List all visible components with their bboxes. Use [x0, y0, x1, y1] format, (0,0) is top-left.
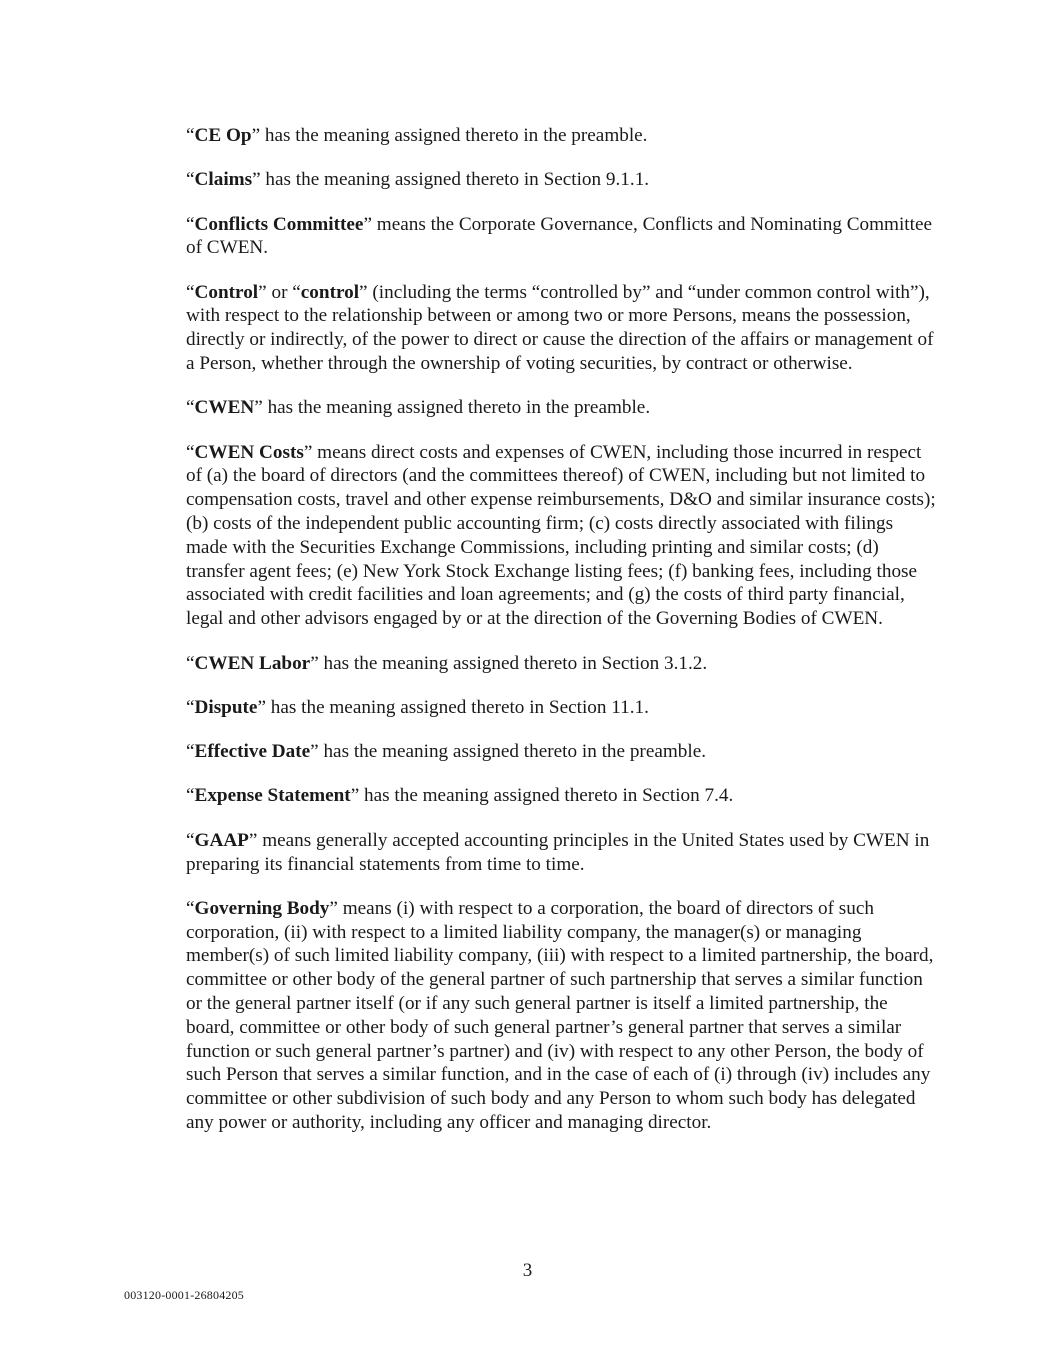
definition-text: has the meaning assigned thereto in Section 9.1.1.: [260, 169, 650, 191]
definition-effective-date: “Effective Date” has the meaning assigned thereto in the preamble.: [186, 741, 707, 763]
definition-cwen-costs: “CWEN Costs” means direct costs and expenses of CWEN, including those incurred in respect of (a) the board of directors (and the committees thereof) of CWEN, including but not limited to compensation costs, travel and other expense reimbursements, D&O and similar insurance costs); (b) costs of the independent public accounting firm; (c) costs directly associated with filings made with the Securities Exchange Commissions, including printing and similar costs; (d) transfer agent fees; (e) New York Stock Exchange listing fees; (f) banking fees, including those associated with credit facilities and loan agreements; and (g) the costs of third party financial, legal and other advisors engaged by or at the direction of the Governing Bodies of CWEN.: [186, 441, 936, 630]
definition-text: means generally accepted accounting principles in the United States used by CWEN in preparing its financial statements from time to time.: [186, 829, 930, 875]
definition-cwen-labor: “CWEN Labor” has the meaning assigned thereto in Section 3.1.2.: [186, 652, 708, 674]
definition-text: means the Corporate Governance, Conflicts and Nominating Committee of CWEN.: [186, 213, 932, 259]
defined-term: Dispute: [194, 696, 258, 718]
defined-term: Governing Body: [194, 897, 330, 919]
definitions-section: [186, 124, 938, 1155]
defined-term: Conflicts Committee: [194, 213, 364, 235]
definition-cwen: “CWEN” has the meaning assigned thereto in the preamble.: [186, 397, 651, 419]
defined-term: GAAP: [194, 829, 249, 851]
definition-control: “Control” or “control” (including the terms “controlled by” and “under common control with”), with respect to the relationship between or among two or more Persons, means the possession, directly or indirectly, of the power to direct or cause the direction of the affairs or management of a Person, whether through the ownership of voting securities, by contract or otherwise.: [186, 281, 934, 375]
defined-term: Expense Statement: [194, 785, 351, 807]
defined-term-alt: control: [300, 281, 360, 303]
definition-text: has the meaning assigned thereto in the preamble.: [318, 741, 707, 763]
definition-conflicts-committee: “Conflicts Committee” means the Corporate Governance, Conflicts and Nominating Committee of CWEN.: [186, 213, 932, 259]
definition-text: means (i) with respect to a corporation, the board of directors of such corporation, (ii) with respect to a limited liability company, the manager(s) or managing member(s) of such limited liability company, (iii) with respect to a limited partnership, the board, committee or other body of the general partner of such partnership that serves a similar function or the general partner itself (or if any such general partner is itself a limited partnership, the board, committee or other body of such general partner’s general partner that serves a similar function or such general partner’s partner) and (iv) with respect to any other Person, the body of such Person that serves a similar function, and in the case of each of (i) through (iv) includes any committee or other subdivision of such body and any Person to whom such body has delegated any power or authority, including any officer and managing director.: [186, 897, 934, 1133]
definition-text: has the meaning assigned thereto in Section 11.1.: [265, 696, 649, 718]
defined-term: Control: [194, 281, 259, 303]
definition-claims: “Claims” has the meaning assigned thereto in Section 9.1.1.: [186, 169, 650, 191]
definition-ce-op: “CE Op” has the meaning assigned thereto in the preamble.: [186, 125, 648, 146]
definition-connector: or: [266, 281, 293, 303]
definition-dispute: “Dispute” has the meaning assigned thereto in Section 11.1.: [186, 696, 649, 718]
defined-term: Effective Date: [194, 741, 311, 763]
defined-term: Claims: [194, 169, 253, 191]
definition-text: has the meaning assigned thereto in the preamble.: [262, 397, 651, 419]
defined-term: CWEN Labor: [194, 652, 311, 674]
definition-expense-statement: “Expense Statement” has the meaning assigned thereto in Section 7.4.: [186, 785, 734, 807]
definition-text: has the meaning assigned thereto in the preamble.: [260, 125, 648, 146]
document-id: 003120-0001-26804205: [124, 1288, 244, 1302]
page-number: 3: [522, 1260, 533, 1281]
definition-text: means direct costs and expenses of CWEN, including those incurred in respect of (a) the board of directors (and the committees thereof) of CWEN, including but not limited to compensation costs, travel and other expense reimbursements, D&O and similar insurance costs); (b) costs of the independent public accounting firm; (c) costs directly associated with filings made with the Securities Exchange Commissions, including printing and similar costs; (d) transfer agent fees; (e) New York Stock Exchange listing fees; (f) banking fees, including those associated with credit facilities and loan agreements; and (g) the costs of third party financial, legal and other advisors engaged by or at the direction of the Governing Bodies of CWEN.: [186, 441, 936, 630]
definition-text: has the meaning assigned thereto in Section 3.1.2.: [318, 652, 708, 674]
definition-text: (including the terms “controlled by” and “under common control with”), with respect to the relationship between or among two or more Persons, means the possession, directly or indirectly, of the power to direct or cause the direction of the affairs or management of a Person, whether through the ownership of voting securities, by contract or otherwise.: [186, 281, 934, 375]
definition-gaap: “GAAP” means generally accepted accounting principles in the United States used by CWEN in preparing its financial statements from time to time.: [186, 829, 930, 875]
defined-term: CWEN: [194, 397, 255, 419]
definition-text: has the meaning assigned thereto in Section 7.4.: [359, 785, 734, 807]
defined-term: CWEN Costs: [194, 441, 304, 463]
definition-governing-body: “Governing Body” means (i) with respect to a corporation, the board of directors of such corporation, (ii) with respect to a limited liability company, the manager(s) or managing member(s) of such limited liability company, (iii) with respect to a limited partnership, the board, committee or other body of the general partner of such partnership that serves a similar function or the general partner itself (or if any such general partner is itself a limited partnership, the board, committee or other body of such general partner’s general partner that serves a similar function or such general partner’s partner) and (iv) with respect to any other Person, the body of such Person that serves a similar function, and in the case of each of (i) through (iv) includes any committee or other subdivision of such body and any Person to whom such body has delegated any power or authority, including any officer and managing director.: [186, 897, 934, 1133]
defined-term: CE Op: [194, 125, 252, 146]
